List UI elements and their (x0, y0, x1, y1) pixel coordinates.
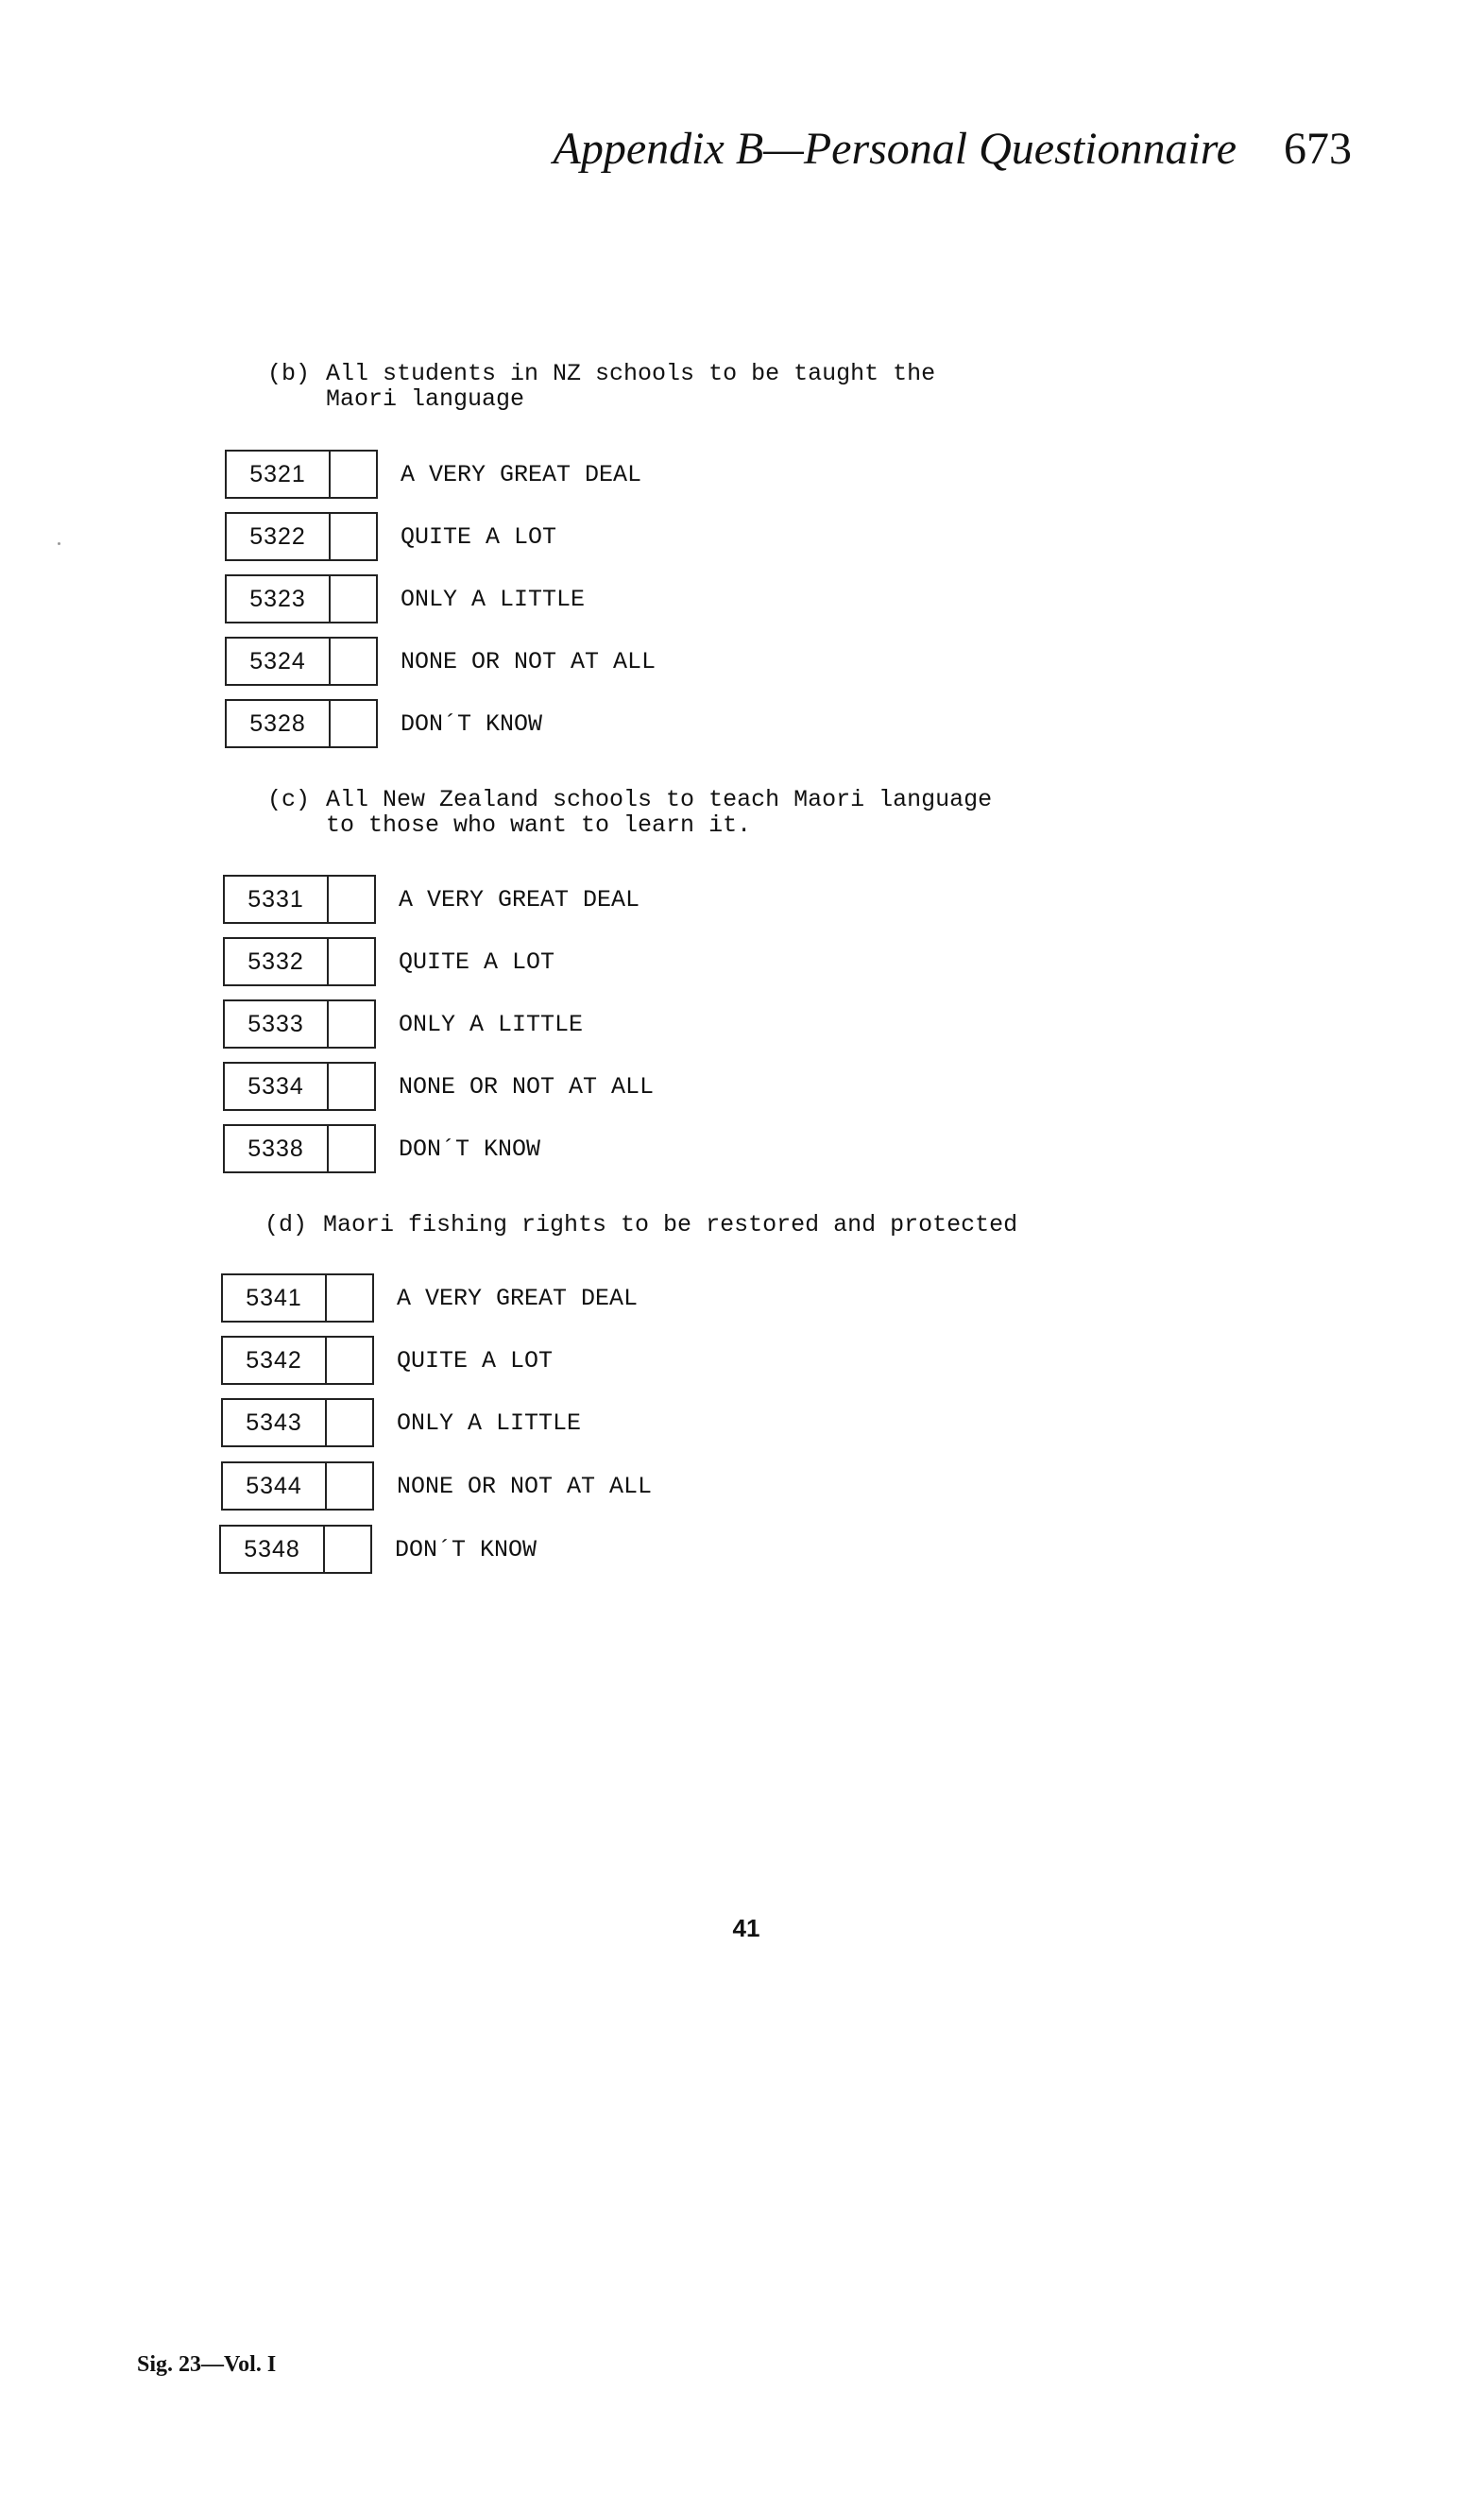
response-code: 5328 (225, 699, 331, 748)
signature-mark: Sig. 23—Vol. I (137, 2352, 277, 2377)
option-label: A VERY GREAT DEAL (399, 885, 640, 914)
response-code: 5348 (219, 1525, 325, 1574)
answer-checkbox[interactable] (327, 1461, 374, 1511)
response-code: 5338 (223, 1124, 329, 1173)
response-code: 5344 (221, 1461, 327, 1511)
scan-speck (58, 542, 60, 545)
response-code: 5323 (225, 574, 331, 623)
option-label: NONE OR NOT AT ALL (397, 1472, 653, 1500)
response-code: 5321 (225, 450, 331, 499)
option-label: QUITE A LOT (397, 1346, 554, 1375)
answer-option (223, 1123, 540, 1174)
answer-checkbox[interactable] (329, 1124, 376, 1173)
question-text-line: Maori language (326, 385, 525, 413)
answer-checkbox[interactable] (331, 699, 378, 748)
option-label: DON´T KNOW (401, 709, 543, 738)
option-label: ONLY A LITTLE (399, 1010, 584, 1038)
answer-checkbox[interactable] (327, 1273, 374, 1323)
answer-checkbox[interactable] (329, 937, 376, 986)
question-text-line: All students in NZ schools to be taught the (326, 360, 936, 387)
answer-option (225, 449, 641, 500)
answer-checkbox[interactable] (325, 1525, 372, 1574)
option-label: DON´T KNOW (399, 1135, 541, 1163)
option-label: NONE OR NOT AT ALL (399, 1072, 655, 1101)
option-label: NONE OR NOT AT ALL (401, 647, 657, 675)
page-title: Appendix B—Personal Questionnaire (553, 124, 1237, 174)
answer-checkbox[interactable] (331, 512, 378, 561)
answer-option (221, 1272, 638, 1323)
answer-option (225, 698, 542, 749)
answer-option (221, 1397, 581, 1448)
response-code: 5324 (225, 637, 331, 686)
answer-checkbox[interactable] (327, 1336, 374, 1385)
question-c (267, 787, 1117, 838)
answer-checkbox[interactable] (329, 999, 376, 1049)
running-head (554, 123, 1352, 175)
answer-option (223, 1061, 654, 1112)
option-label: DON´T KNOW (395, 1535, 537, 1563)
answer-option (223, 936, 554, 987)
question-text-line: to those who want to learn it. (326, 811, 752, 839)
response-code: 5331 (223, 875, 329, 924)
answer-option (225, 511, 556, 562)
answer-checkbox[interactable] (331, 637, 378, 686)
answer-checkbox[interactable] (327, 1398, 374, 1447)
answer-checkbox[interactable] (329, 1062, 376, 1111)
answer-option (221, 1460, 652, 1511)
response-code: 5343 (221, 1398, 327, 1447)
answer-checkbox[interactable] (331, 574, 378, 623)
option-label: QUITE A LOT (399, 948, 555, 976)
question-text-line: All New Zealand schools to teach Maori language (326, 786, 993, 813)
answer-option (221, 1335, 553, 1386)
question-b (267, 361, 1117, 412)
page-number: 673 (1284, 124, 1352, 174)
answer-option (223, 874, 640, 925)
response-code: 5322 (225, 512, 331, 561)
answer-checkbox[interactable] (331, 450, 378, 499)
question-text-line: Maori fishing rights to be restored and protected (323, 1211, 1018, 1238)
option-label: A VERY GREAT DEAL (397, 1284, 639, 1312)
response-code: 5341 (221, 1273, 327, 1323)
folio-number: 41 (732, 1914, 760, 1942)
response-code: 5334 (223, 1062, 329, 1111)
option-label: ONLY A LITTLE (397, 1409, 582, 1437)
option-label: QUITE A LOT (401, 522, 557, 551)
answer-option (223, 999, 583, 1050)
question-label: (b) (267, 360, 311, 387)
answer-checkbox[interactable] (329, 875, 376, 924)
question-d (264, 1212, 1115, 1238)
answer-option (225, 636, 656, 687)
option-label: A VERY GREAT DEAL (401, 460, 642, 488)
question-label: (d) (264, 1211, 308, 1238)
response-code: 5342 (221, 1336, 327, 1385)
question-label: (c) (267, 786, 311, 813)
response-code: 5333 (223, 999, 329, 1049)
option-label: ONLY A LITTLE (401, 585, 586, 613)
answer-option (219, 1524, 537, 1575)
answer-option (225, 573, 585, 624)
response-code: 5332 (223, 937, 329, 986)
